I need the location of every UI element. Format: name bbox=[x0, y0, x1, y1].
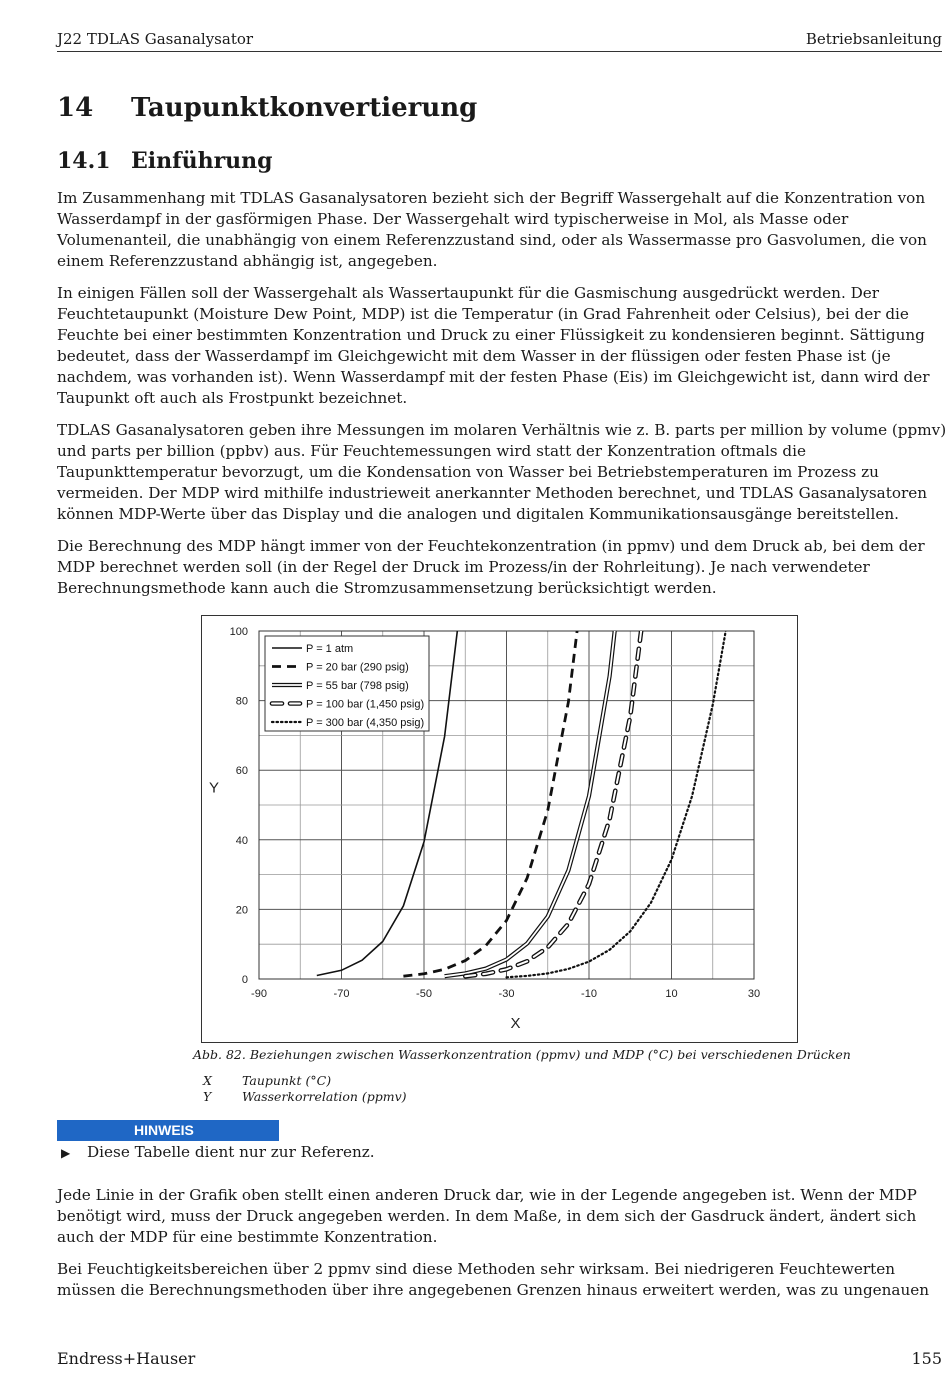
header-title: J22 TDLAS Gasanalysator bbox=[57, 30, 254, 48]
x-tick-label: 30 bbox=[747, 988, 761, 1000]
legend-text: Wasserkorrelation (ppmv) bbox=[242, 1089, 407, 1104]
x-tick-label: -70 bbox=[333, 988, 350, 1000]
x-tick-label: -10 bbox=[581, 988, 597, 1000]
footer-brand: Endress+Hauser bbox=[57, 1349, 196, 1368]
legend-text: Taupunkt (°C) bbox=[242, 1073, 332, 1088]
section-number: 14.1 bbox=[57, 148, 111, 174]
series-line-3-inner bbox=[445, 616, 631, 976]
bullet-triangle-icon: ▶ bbox=[61, 1146, 71, 1160]
chapter-number: 14 bbox=[57, 93, 94, 123]
dew-point-chart bbox=[201, 615, 798, 1043]
x-tick-label: 10 bbox=[665, 988, 678, 1000]
legend-label: P = 300 bar (4,350 psig) bbox=[306, 717, 425, 729]
x-tick-label: -50 bbox=[416, 988, 432, 1000]
figure-caption: Abb. 82. Beziehungen zwischen Wasserkonzentration (ppmv) und MDP (°C) bei verschiedenen Drücken bbox=[193, 1047, 851, 1062]
paragraph-2: In einigen Fällen soll der Wassergehalt als Wassertaupunkt für die Gasmischung ausgedrückt werden. Der Feuchtetaupunkt (Moisture Dew Point, MDP) ist die Temperatur (in Grad Fahrenheit oder Celsius), bei der die Feuchte bei einer bestimmten Konzentration und Druck zu einer Flüssigkeit zu kondensieren beginnt. Sättigung bedeutet, dass der Wasserdampf im Gleichgewicht mit dem Wasser in der flüssigen oder festen Phase ist (je nachdem, was vorhanden ist). Wenn Wasserdampf mit der festen Phase (Eis) im Gleichgewicht ist, dann wird der Taupunkt oft auch als Frostpunkt bezeichnet. bbox=[57, 284, 930, 407]
chart-svg bbox=[202, 616, 797, 1042]
y-tick-label: 20 bbox=[235, 904, 248, 917]
x-axis-label: X bbox=[510, 1015, 521, 1032]
legend-label: P = 1 atm bbox=[306, 643, 354, 655]
page-number: 155 bbox=[911, 1349, 942, 1368]
chapter-title: Taupunktkonvertierung bbox=[131, 93, 478, 123]
series-line-2 bbox=[403, 616, 589, 976]
y-tick-label: 80 bbox=[235, 695, 248, 708]
section-title: Einführung bbox=[131, 148, 273, 174]
legend-label: P = 100 bar (1,450 psig) bbox=[306, 698, 425, 711]
section-heading bbox=[57, 148, 273, 174]
legend-key: Y bbox=[203, 1089, 212, 1104]
legend-label: P = 55 bar (798 psig) bbox=[306, 680, 409, 692]
legend-label: P = 20 bar (290 psig) bbox=[306, 661, 409, 674]
series-line-3 bbox=[445, 616, 631, 976]
y-axis-label: Y bbox=[208, 779, 220, 797]
x-tick-label: -90 bbox=[251, 988, 267, 1000]
paragraph-3: TDLAS Gasanalysatoren geben ihre Messungen im molaren Verhältnis wie z. B. parts per million by volume (ppmv) und parts per billion (ppbv) aus. Für Feuchtemessungen wird statt der Konzentration oftmals die Taupunkttemperatur bevorzugt, um die Kondensation von Wasser bei Betriebstemperaturen im Prozess zu vermeiden. Der MDP wird mithilfe industrieweit anerkannter Methoden berechnet, und TDLAS Gasanalysatoren können MDP-Werte über das Display und die analogen und digitalen Kommunikationsausgänge bereitstellen. bbox=[57, 421, 947, 523]
y-tick-label: 100 bbox=[229, 626, 248, 638]
y-tick-label: 60 bbox=[235, 765, 248, 778]
figure-legend-x bbox=[203, 1073, 331, 1088]
hinweis-banner: HINWEIS bbox=[57, 1120, 279, 1141]
x-tick-label: -30 bbox=[498, 988, 515, 1000]
paragraph-1: Im Zusammenhang mit TDLAS Gasanalysatoren bezieht sich der Begriff Wassergehalt auf die Konzentration von Wasserdampf in der gasförmigen Phase. Der Wassergehalt wird typischerweise in Mol, als Masse oder Volumenanteil, die unabhängig von einem Referenzzustand sind, oder als Wassermasse pro Gasvolumen, die von einem Referenzzustand abhängig ist, angegeben. bbox=[57, 189, 927, 270]
y-tick-label: 40 bbox=[235, 834, 248, 847]
series-line-4-inner bbox=[465, 616, 651, 976]
paragraph-6: Bei Feuchtigkeitsbereichen über 2 ppmv sind diese Methoden sehr wirksam. Bei niedrigeren Feuchtewerten müssen die Berechnungsmethoden über ihre angegebenen Grenzen hinaus erweitert werden, was zu ungenauen bbox=[57, 1260, 930, 1299]
hinweis-bullet bbox=[61, 1143, 375, 1161]
header-section: Betriebsanleitung bbox=[805, 30, 942, 48]
series-line-4 bbox=[465, 616, 651, 976]
legend-key: X bbox=[203, 1073, 212, 1088]
y-tick-label: 0 bbox=[241, 974, 248, 986]
paragraph-4: Die Berechnung des MDP hängt immer von der Feuchtekonzentration (in ppmv) und dem Druck ab, bei dem der MDP berechnet werden soll (in der Regel der Druck im Prozess/in der Rohrleitung). Je nach verwendeter Berechnungsmethode kann auch die Stromzusammensetzung berücksichtigt werden. bbox=[57, 537, 925, 597]
hinweis-text: Diese Tabelle dient nur zur Referenz. bbox=[87, 1143, 375, 1161]
paragraph-5: Jede Linie in der Grafik oben stellt einen anderen Druck dar, wie in der Legende angegeben ist. Wenn der MDP benötigt wird, muss der Druck angegeben werden. In dem Maße, in dem sich der Gasdruck ändert, ändert sich auch der MDP für eine bestimmte Konzentration. bbox=[57, 1186, 917, 1246]
header-rule bbox=[57, 51, 942, 52]
chapter-heading bbox=[57, 93, 477, 123]
figure-legend-y bbox=[203, 1089, 407, 1104]
